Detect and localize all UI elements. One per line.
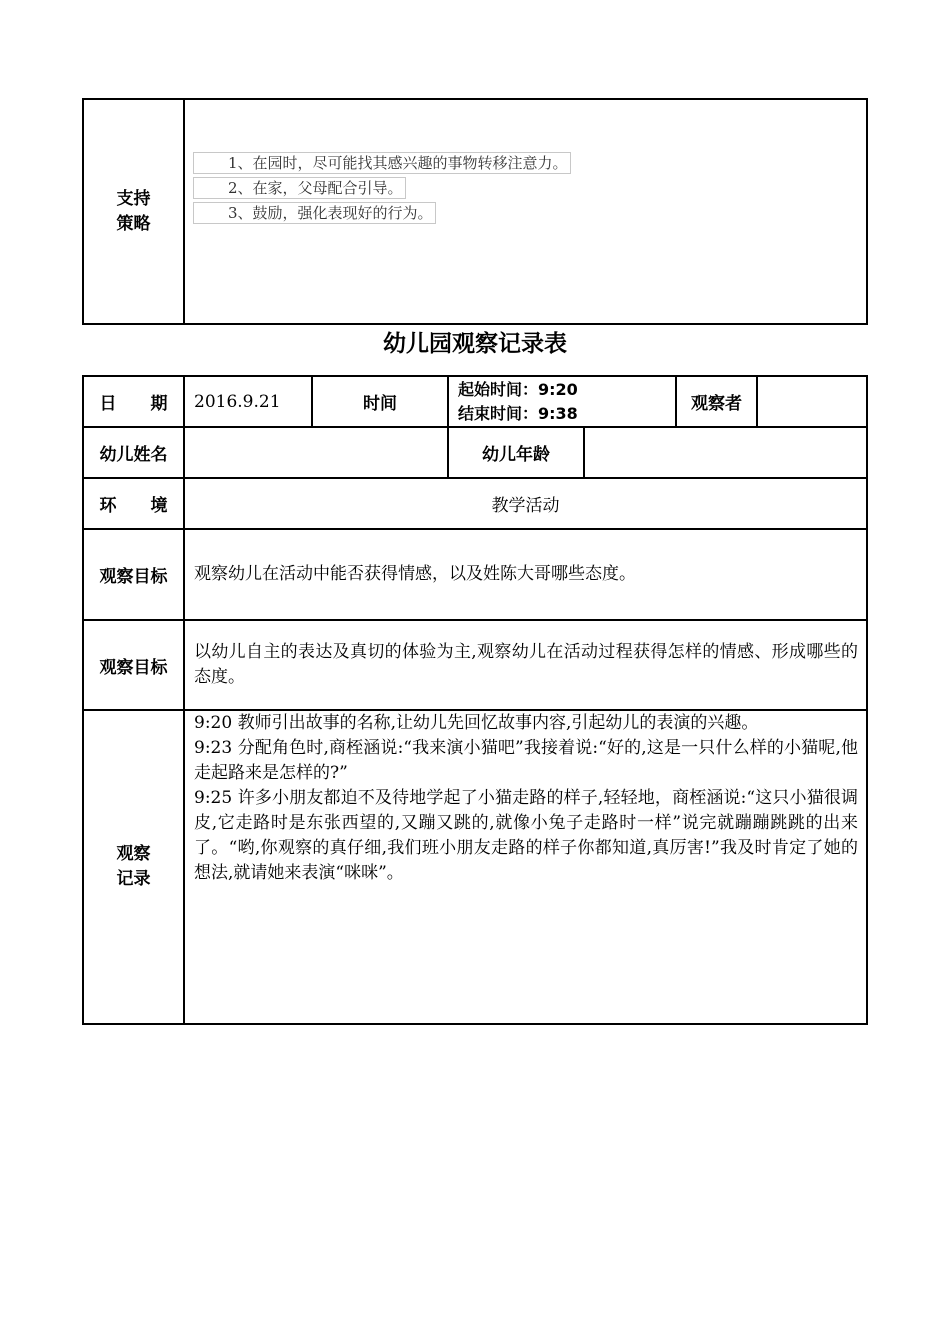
goal-value: 以幼儿自主的表达及真切的体验为主,观察幼儿在活动过程获得怎样的情感、形成哪些的态度。 [194,642,858,687]
start-time: 起始时间：9:20 [458,380,578,399]
strategy-label-line1: 支持 [116,188,151,209]
child-name-label: 幼儿姓名 [99,445,168,465]
record-content [194,711,858,886]
record-label-line2: 记录 [116,869,151,889]
strategy-item: 2、在家，父母配合引导。 [193,177,406,199]
date-label: 日 期 [99,394,168,414]
record-label-line1: 观察 [116,844,151,864]
time-label: 时间 [363,394,397,414]
record-paragraph: 9:20 教师引出故事的名称,让幼儿先回忆故事内容,引起幼儿的表演的兴趣。 [194,713,759,733]
strategy-label-line2: 策略 [116,213,151,234]
strategy-item: 1、在园时，尽可能找其感兴趣的事物转移注意力。 [193,152,571,174]
child-age-label: 幼儿年龄 [482,445,550,465]
child-name-value [194,428,444,477]
child-age-value [590,428,860,477]
observer-label: 观察者 [691,394,742,414]
row-divider [82,619,868,621]
goal-label: 观察目标 [99,567,168,587]
strategy-label [84,100,183,323]
page-title: 幼儿园观察记录表 [383,331,567,357]
observer-value [760,377,864,426]
col-divider [583,427,585,478]
goal-label: 观察目标 [99,657,168,678]
label-column-divider [183,375,185,1025]
environment-label: 环 境 [99,496,168,516]
date-value: 2016.9.21 [194,391,281,412]
record-label [84,711,183,1023]
strategy-item: 3、鼓励，强化表现好的行为。 [193,202,436,224]
environment-value: 教学活动 [491,496,560,516]
end-time: 结束时间：9:38 [458,404,578,423]
goal-value: 观察幼儿在活动中能否获得情感，以及姓陈大哥哪些态度。 [194,564,636,584]
strategy-divider [183,98,185,325]
record-paragraph: 9:25 许多小朋友都迫不及待地学起了小猫走路的样子,轻轻地，商桎涵说:“这只小猫很调皮,它走路时是东张西望的,又蹦又跳的,就像小兔子走路时一样”说完就蹦蹦跳跳的出来了。“哟,你观察的真仔细,我们班小朋友走路的样子你都知道,真厉害!”我及时肯定了她的想法,就请她来表演“咪咪”。 [194,788,858,883]
col-divider [756,375,758,427]
record-paragraph: 9:23 分配角色时,商桎涵说:“我来演小猫吧”我接着说:“好的,这是一只什么样的小猫呢,他走起路来是怎样的?” [194,738,858,783]
